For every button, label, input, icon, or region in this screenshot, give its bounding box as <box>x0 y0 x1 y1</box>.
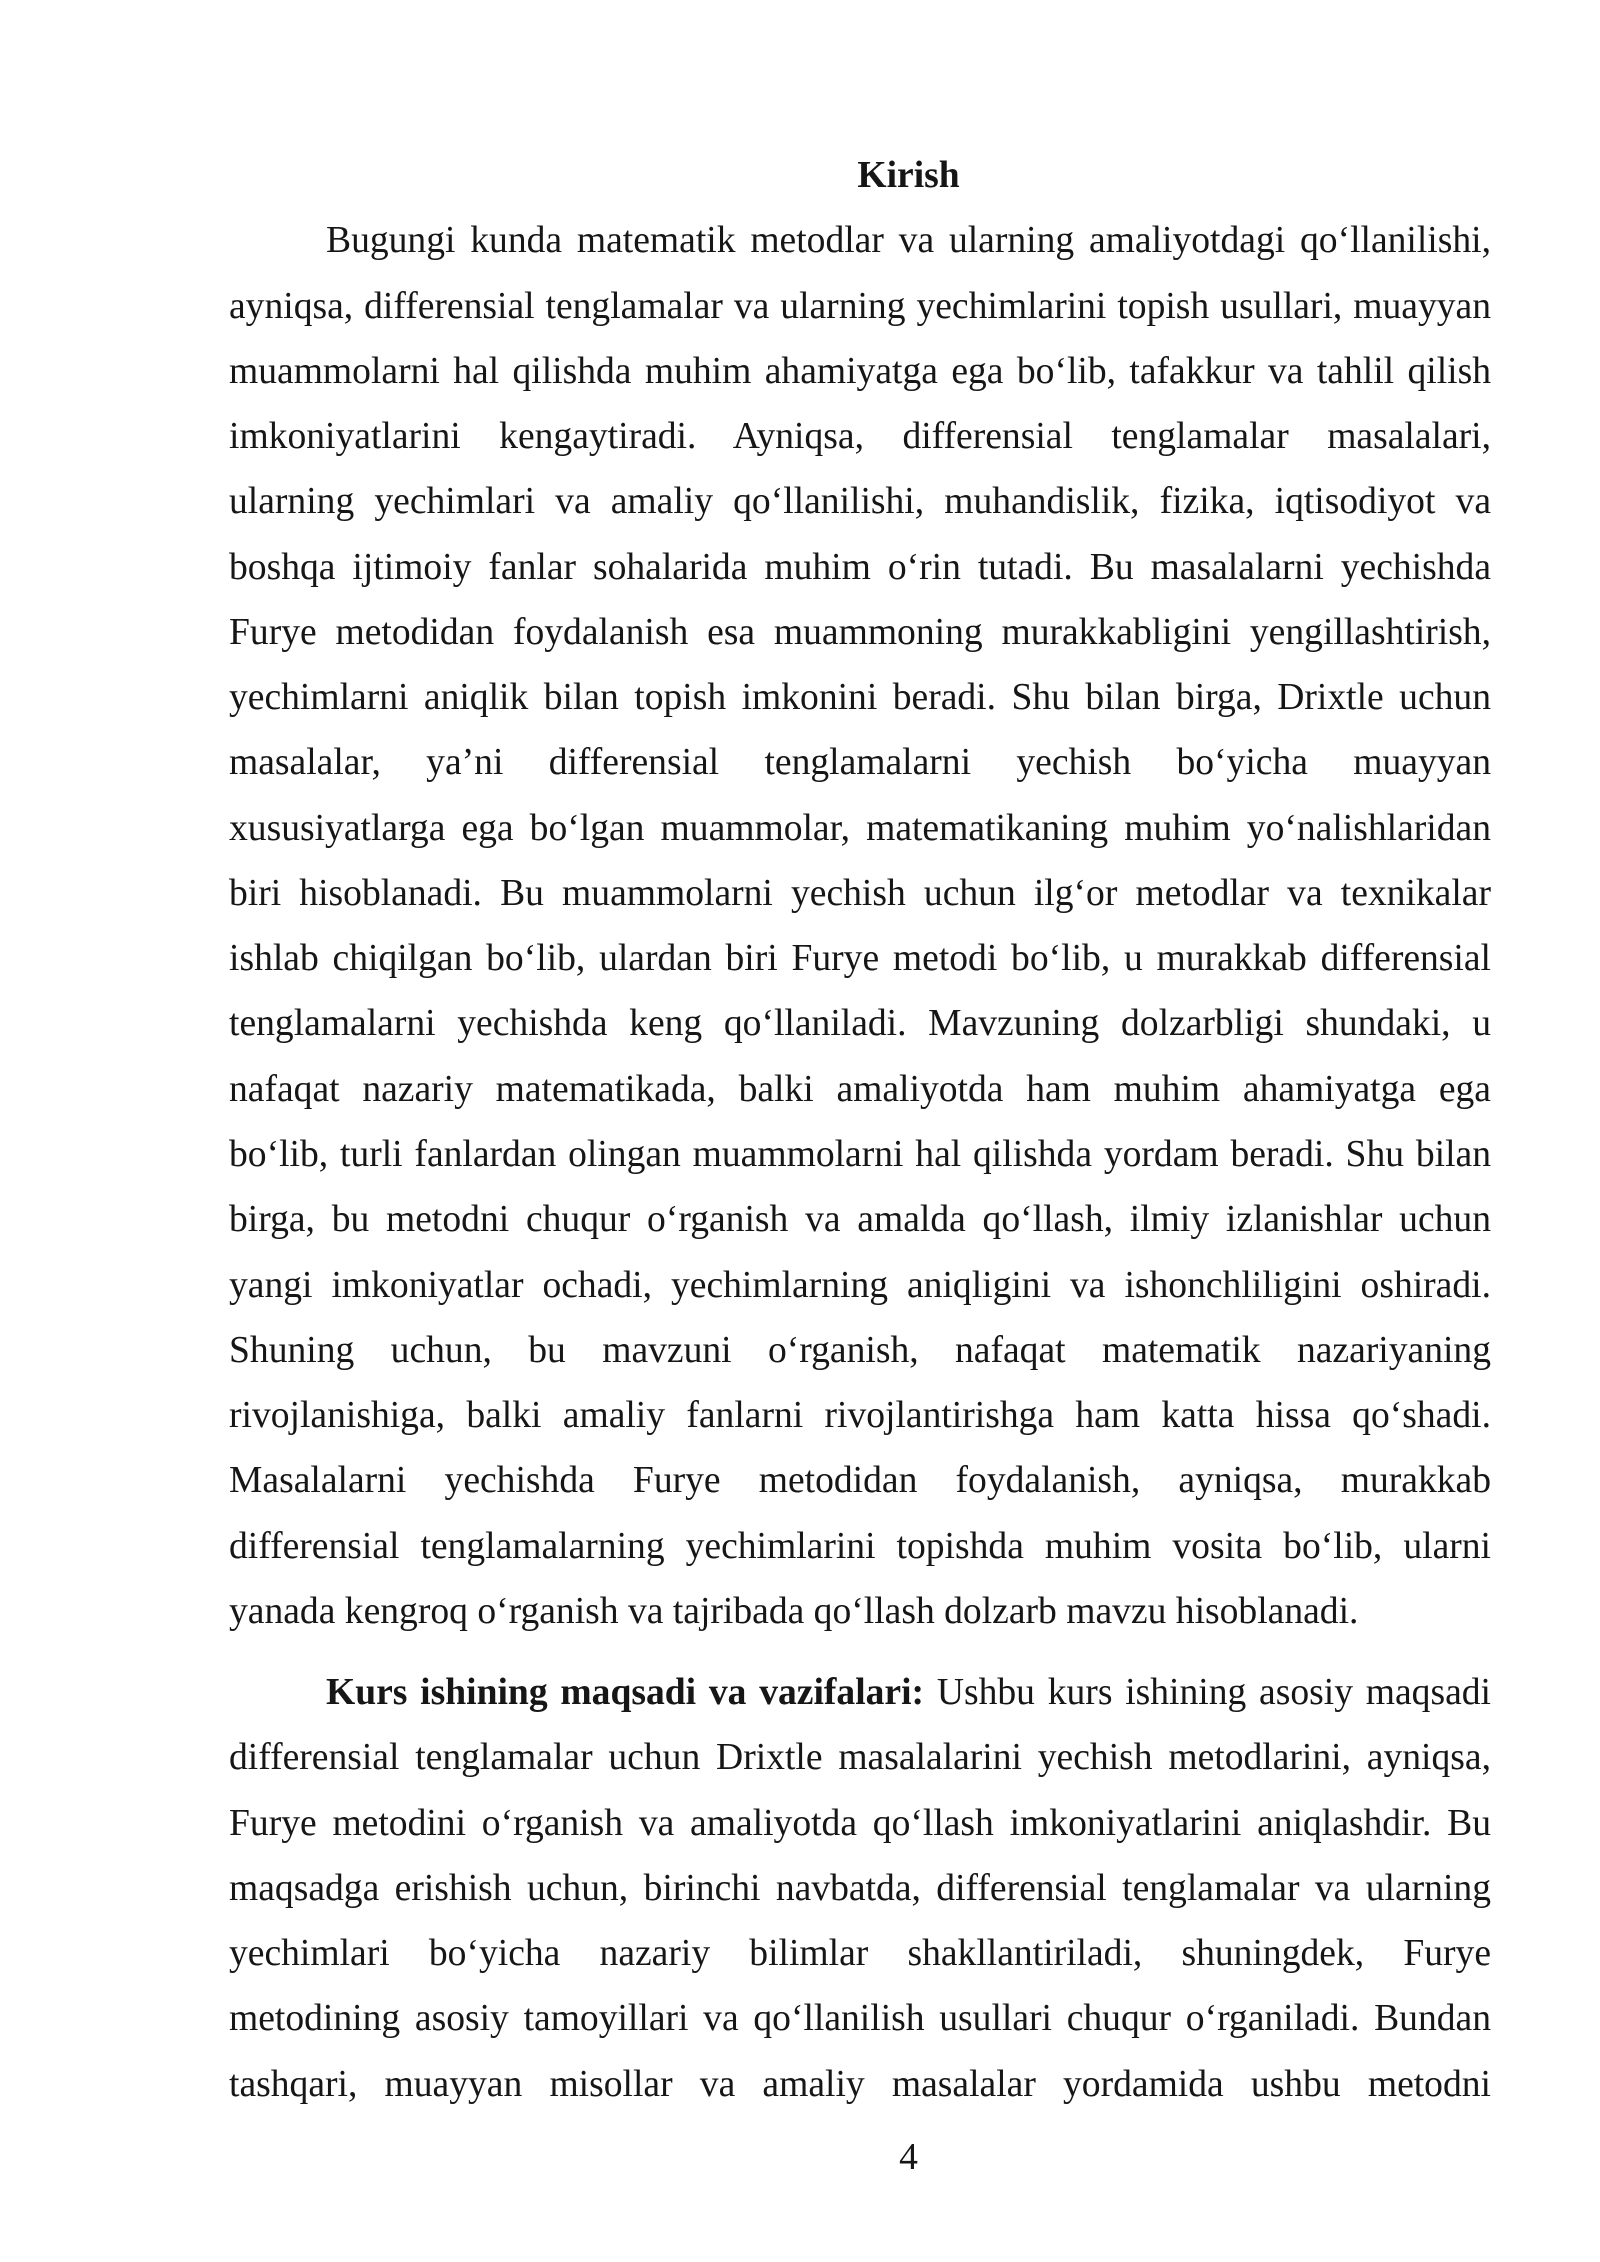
line-text: Ushbu kurs ishining asosiy maqsadi <box>936 1672 1491 1713</box>
paragraph-line: yechimlarni aniqlik bilan topish imkonini beradi. Shu bilan birga, Drixtle uchun <box>229 677 1491 719</box>
paragraph-line: maqsadga erishish uchun, birinchi navbatda, differensial tenglamalar va ularning <box>229 1867 1491 1909</box>
paragraph-line: ayniqsa, differensial tenglamalar va ularning yechimlarini topish usullari, muayyan <box>229 285 1491 327</box>
paragraph-line: metodining asosiy tamoyillari va qo‘llanilish usullari chuqur o‘rganiladi. Bundan <box>229 1998 1491 2040</box>
paragraph-line: Furye metodini o‘rganish va amaliyotda qo‘llash imkoniyatlarini aniqlashdir. Bu <box>229 1802 1491 1844</box>
paragraph-goals <box>229 1660 1491 2117</box>
paragraph-line: tenglamalarni yechishda keng qo‘llaniladi. Mavzuning dolzarbligi shundaki, u <box>229 1003 1491 1045</box>
paragraph-line: tashqari, muayyan misollar va amaliy masalalar yordamida ushbu metodni <box>229 2063 1491 2105</box>
paragraph-line: masalalar, ya’ni differensial tenglamalarni yechish bo‘yicha muayyan <box>229 742 1491 784</box>
text-body <box>229 143 1491 2117</box>
paragraph-line: imkoniyatlarini kengaytiradi. Ayniqsa, differensial tenglamalar masalalari, <box>229 416 1491 458</box>
paragraph-line: yanada kengroq o‘rganish va tajribada qo‘llash dolzarb mavzu hisoblanadi. <box>229 1590 1359 1632</box>
paragraph-line: xususiyatlarga ega bo‘lgan muammolar, matematikaning muhim yo‘nalishlaridan <box>229 807 1491 849</box>
paragraph-line: yechimlari bo‘yicha nazariy bilimlar shakllantiriladi, shuningdek, Furye <box>229 1933 1491 1975</box>
paragraph-line: ularning yechimlari va amaliy qo‘llanilishi, muhandislik, fizika, iqtisodiyot va <box>229 481 1491 523</box>
paragraph-line: muammolarni hal qilishda muhim ahamiyatga ega bo‘lib, tafakkur va tahlil qilish <box>229 350 1491 392</box>
paragraph-line: Furye metodidan foydalanish esa muammoning murakkabligini yengillashtirish, <box>229 611 1491 653</box>
paragraph-line <box>229 1660 1491 1725</box>
paragraph-line: Masalalarni yechishda Furye metodidan foydalanish, ayniqsa, murakkab <box>229 1460 1491 1502</box>
paragraph-line: Shuning uchun, bu mavzuni o‘rganish, nafaqat matematik nazariyaning <box>229 1329 1491 1371</box>
paragraph-line: Bugungi kunda matematik metodlar va ularning amaliyotdagi qo‘llanilishi, <box>326 220 1491 262</box>
paragraph-line: bo‘lib, turli fanlardan olingan muammolarni hal qilishda yordam beradi. Shu bilan <box>229 1133 1491 1175</box>
section-title: Kirish <box>857 155 960 196</box>
paragraph-line: differensial tenglamalar uchun Drixtle masalalarini yechish metodlarini, ayniqsa, <box>229 1737 1491 1779</box>
page-number: 4 <box>899 2136 918 2178</box>
paragraph-line: nafaqat nazariy matematikada, balki amaliyotda ham muhim ahamiyatga ega <box>229 1068 1491 1110</box>
paragraph-line: differensial tenglamalarning yechimlarini topishda muhim vosita bo‘lib, ularni <box>229 1525 1491 1567</box>
paragraph-line: yangi imkoniyatlar ochadi, yechimlarning aniqligini va ishonchliligini oshiradi. <box>229 1264 1491 1306</box>
paragraph-introduction <box>229 208 1491 1644</box>
paragraph-line: ishlab chiqilgan bo‘lib, ulardan biri Furye metodi bo‘lib, u murakkab differensial <box>229 938 1491 980</box>
paragraph-line: boshqa ijtimoiy fanlar sohalarida muhim o‘rin tutadi. Bu masalalarni yechishda <box>229 546 1491 588</box>
paragraph-line: rivojlanishiga, balki amaliy fanlarni rivojlantirishga ham katta hissa qo‘shadi. <box>229 1395 1491 1437</box>
paragraph-line: biri hisoblanadi. Bu muammolarni yechish uchun ilg‘or metodlar va texnikalar <box>229 872 1491 914</box>
goals-heading: Kurs ishining maqsadi va vazifalari: <box>326 1672 925 1713</box>
paragraph-line: birga, bu metodni chuqur o‘rganish va amalda qo‘llash, ilmiy izlanishlar uchun <box>229 1199 1491 1241</box>
